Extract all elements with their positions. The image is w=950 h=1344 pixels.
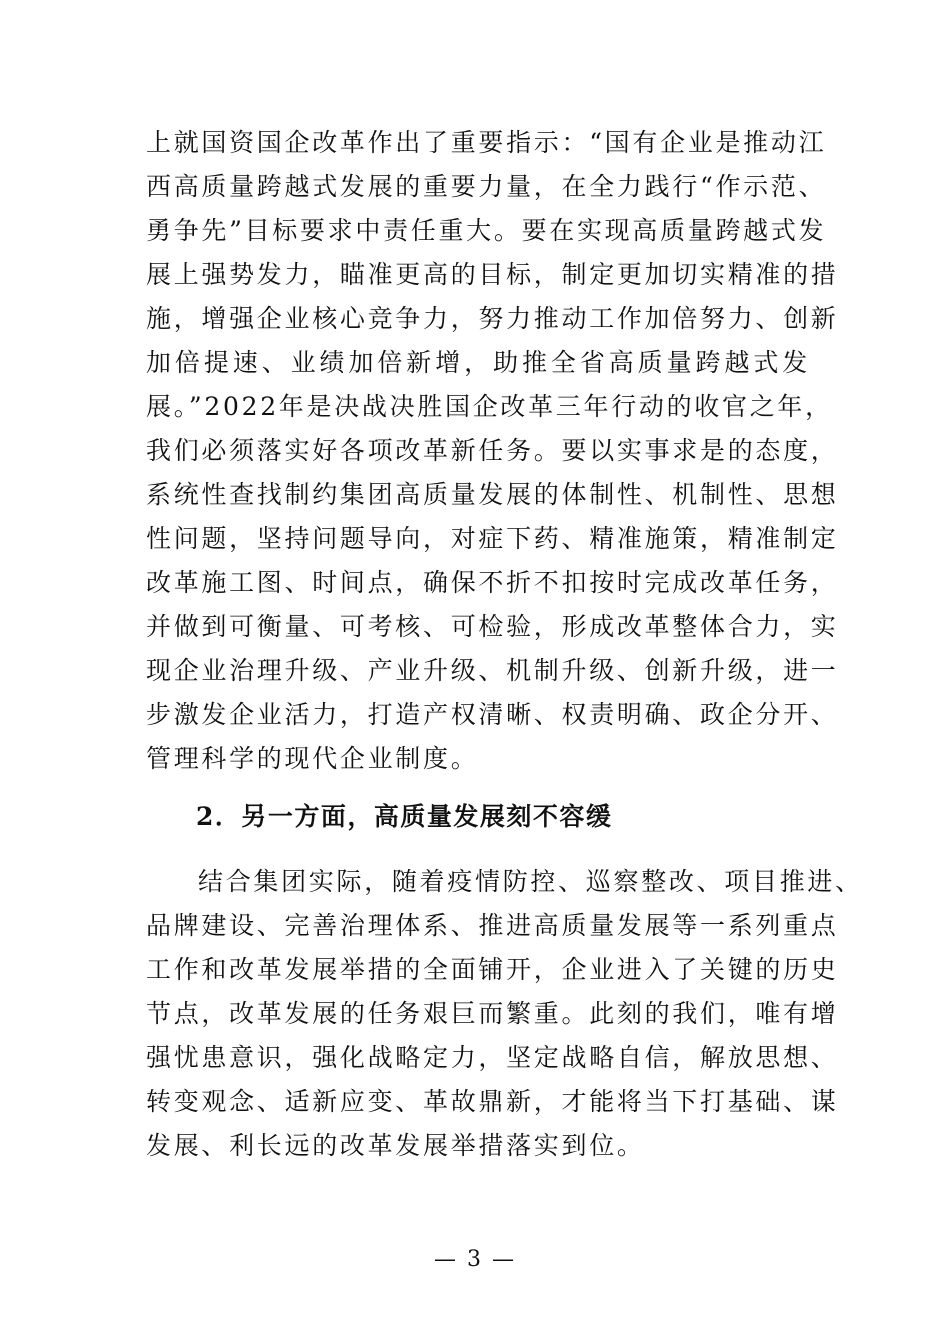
paragraph-line: 结合集团实际，随着疫情防控、巡察整改、项目推进、 <box>198 867 863 896</box>
section-heading <box>146 795 810 839</box>
paragraph-line: 加倍提速、业绩加倍新增，助推全省高质量跨越式发 <box>146 348 810 377</box>
paragraph-line: 节点，改革发展的任务艰巨而繁重。此刻的我们，唯有增 <box>146 999 839 1028</box>
paragraph-line: 勇争先”目标要求中责任重大。要在实现高质量跨越式发 <box>146 216 827 245</box>
paragraph-line: 改革施工图、时间点，确保不折不扣按时完成改革任务， <box>146 568 839 597</box>
paragraph-line: 展上强势发力，瞄准更高的目标，制定更加切实精准的措 <box>146 260 839 289</box>
section-heading-text: 2．另一方面，高质量发展刻不容缓 <box>196 802 613 831</box>
paragraph-line: 西高质量跨越式发展的重要力量，在全力践行“作示范、 <box>146 172 827 201</box>
paragraph-line: 施，增强企业核心竞争力，努力推动工作加倍努力、创新 <box>146 304 839 333</box>
paragraph-line: 管理科学的现代企业制度。 <box>146 744 479 773</box>
paragraph-line: 并做到可衡量、可考核、可检验，形成改革整体合力，实 <box>146 612 839 641</box>
paragraph-line: 强忧患意识，强化战略定力，坚定战略自信，解放思想、 <box>146 1043 839 1072</box>
paragraph-line: 展。”2022年是决战决胜国企改革三年行动的收官之年， <box>146 392 833 421</box>
paragraph-line: 性问题，坚持问题导向，对症下药、精准施策，精准制定 <box>146 524 839 553</box>
paragraph-line: 步激发企业活力，打造产权清晰、权责明确、政企分开、 <box>146 700 839 729</box>
paragraph-line: 品牌建设、完善治理体系、推进高质量发展等一系列重点 <box>146 911 839 940</box>
paragraph-1 <box>146 121 839 781</box>
paragraph-2 <box>146 860 863 1168</box>
paragraph-line: 现企业治理升级、产业升级、机制升级、创新升级，进一 <box>146 656 839 685</box>
paragraph-line: 我们必须落实好各项改革新任务。要以实事求是的态度， <box>146 436 839 465</box>
paragraph-line: 转变观念、适新应变、革故鼎新，才能将当下打基础、谋 <box>146 1087 839 1116</box>
paragraph-line: 系统性查找制约集团高质量发展的体制性、机制性、思想 <box>146 480 839 509</box>
page-number: — 3 — <box>434 1247 516 1272</box>
paragraph-line: 上就国资国企改革作出了重要指示：“国有企业是推动江 <box>146 128 827 157</box>
paragraph-line: 发展、利长远的改革发展举措落实到位。 <box>146 1131 645 1160</box>
paragraph-line: 工作和改革发展举措的全面铺开，企业进入了关键的历史 <box>146 955 839 984</box>
